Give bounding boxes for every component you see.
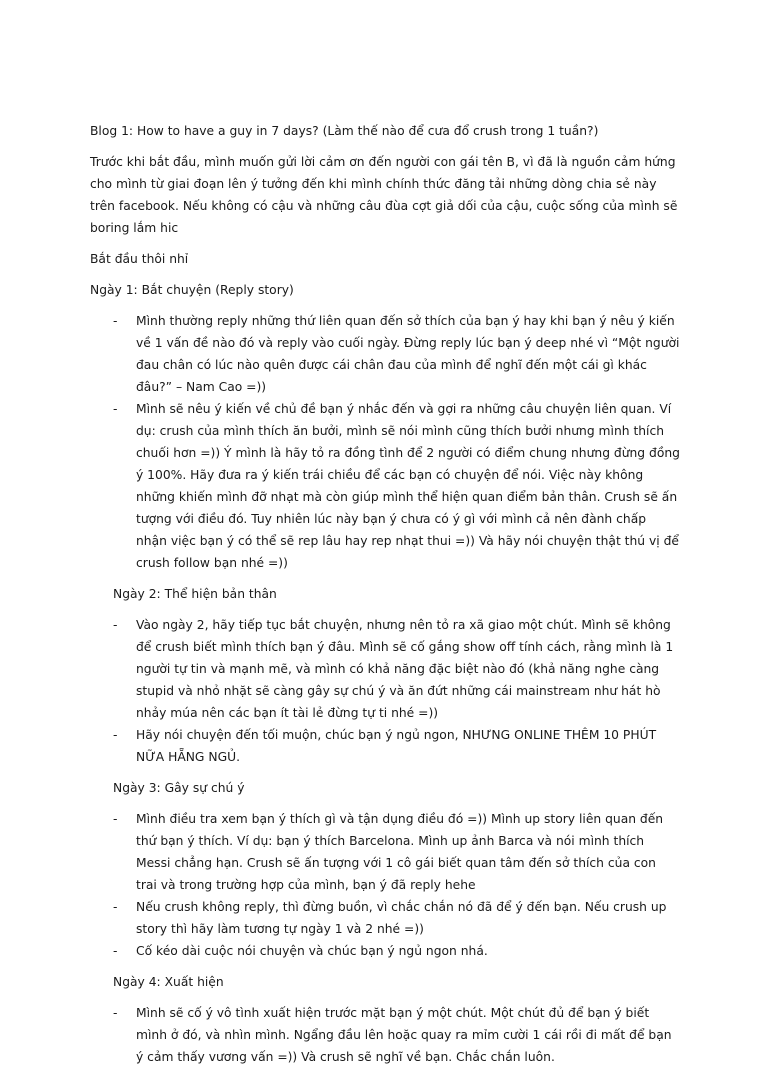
- day-1-heading: Ngày 1: Bắt chuyện (Reply story): [90, 283, 294, 297]
- day-1-list: [90, 310, 680, 574]
- blog-title: Blog 1: How to have a guy in 7 days? (Làm thế nào để cưa đổ crush trong 1 tuần?): [90, 124, 599, 138]
- dash-bullet: -: [113, 402, 118, 416]
- dash-bullet: -: [113, 618, 118, 632]
- day-2-heading: Ngày 2: Thể hiện bản thân: [113, 587, 277, 601]
- list-item-text: Mình điều tra xem bạn ý thích gì và tận dụng điều đó =)) Mình up story liên quan đến thứ bạn ý thích. Ví dụ: bạn ý thích Barcelona. Mình up ảnh Barca và nói mình thích Messi chẳng hạn. Crush sẽ ấn tượng với 1 cô gái biết quan tâm đến sở thích của con trai và trong trường hợp của mình, bạn ý đã reply hehe: [136, 812, 664, 892]
- dash-bullet: -: [113, 812, 118, 826]
- day-3-list: [90, 808, 680, 962]
- start-line: Bắt đầu thôi nhỉ: [90, 252, 189, 266]
- dash-bullet: -: [113, 900, 118, 914]
- list-item: [90, 808, 680, 896]
- list-item: [90, 398, 680, 574]
- list-item-text: Nếu crush không reply, thì đừng buồn, vì chắc chắn nó đã để ý đến bạn. Nếu crush up story thì hãy làm tương tự ngày 1 và 2 nhé =)): [136, 900, 667, 936]
- list-item: [90, 724, 680, 768]
- dash-bullet: -: [113, 314, 118, 328]
- list-item: [90, 896, 680, 940]
- document-page: [90, 120, 680, 1077]
- dash-bullet: -: [113, 944, 118, 958]
- dash-bullet: -: [113, 728, 118, 742]
- intro-paragraph: Trước khi bắt đầu, mình muốn gửi lời cảm ơn đến người con gái tên B, vì đã là nguồn cảm hứng cho mình từ giai đoạn lên ý tưởng đến khi mình chính thức đăng tải những dòng chia sẻ này trên facebook. Nếu không có cậu và những câu đùa cợt giả dối của cậu, cuộc sống của mình sẽ boring lắm hic: [90, 155, 678, 235]
- list-item: [90, 1002, 680, 1068]
- list-item-text: Vào ngày 2, hãy tiếp tục bắt chuyện, nhưng nên tỏ ra xã giao một chút. Mình sẽ không để crush biết mình thích bạn ý đâu. Mình sẽ cố gắng show off tính cách, rằng mình là 1 người tự tin và mạnh mẽ, và mình có khả năng đặc biệt nào đó (khả năng nghe càng stupid và nhỏ nhặt sẽ càng gây sự chú ý và ăn đứt những cái mainstream như hát hò nhảy múa nên các bạn ít tài lẻ đừng tự ti nhé =)): [136, 618, 674, 720]
- list-item: [90, 614, 680, 724]
- list-item-text: Mình sẽ nêu ý kiến về chủ đề bạn ý nhắc đến và gợi ra những câu chuyện liên quan. Ví dụ: crush của mình thích ăn bưởi, mình sẽ nói mình cũng thích bưởi nhưng mình thích chuối hơn =)) Ý mình là hãy tỏ ra đồng tình để 2 người có điểm chung nhưng đừng đồng ý 100%. Hãy đưa ra ý kiến trái chiều để các bạn có chuyện để nói. Việc này không những khiến mình đỡ nhạt mà còn giúp mình thể hiện quan điểm bản thân. Crush sẽ ấn tượng với điều đó. Tuy nhiên lúc này bạn ý chưa có ý gì với mình cả nên đành chấp nhận việc bạn ý có thể sẽ rep lâu hay rep nhạt thui =)) Và hãy nói chuyện thật thú vị để crush follow bạn nhé =)): [136, 402, 680, 570]
- day-4-heading: Ngày 4: Xuất hiện: [113, 975, 224, 989]
- list-item: [90, 940, 680, 962]
- day-2-list: [90, 614, 680, 768]
- dash-bullet: -: [113, 1006, 118, 1020]
- list-item-text: Mình thường reply những thứ liên quan đến sở thích của bạn ý hay khi bạn ý nêu ý kiến về 1 vấn đề nào đó và reply vào cuối ngày. Đừng reply lúc bạn ý deep nhé vì “Một người đau chân có lúc nào quên được cái chân đau của mình để nghĩ đến một cái gì khác đâu?” – Nam Cao =)): [136, 314, 680, 394]
- day-3-heading: Ngày 3: Gây sự chú ý: [113, 781, 245, 795]
- list-item-text: Hãy nói chuyện đến tối muộn, chúc bạn ý ngủ ngon, NHƯNG ONLINE THÊM 10 PHÚT NỮA HẴNG NGỦ.: [136, 728, 657, 764]
- list-item: [90, 310, 680, 398]
- list-item-text: Cố kéo dài cuộc nói chuyện và chúc bạn ý ngủ ngon nhá.: [136, 944, 488, 958]
- day-4-list: [90, 1002, 680, 1068]
- list-item-text: Mình sẽ cố ý vô tình xuất hiện trước mặt bạn ý một chút. Một chút đủ để bạn ý biết mình ở đó, và nhìn mình. Ngẩng đầu lên hoặc quay ra mỉm cười 1 cái rồi đi mất để bạn ý cảm thấy vương vấn =)) Và crush sẽ nghĩ về bạn. Chắc chắn luôn.: [136, 1006, 672, 1064]
